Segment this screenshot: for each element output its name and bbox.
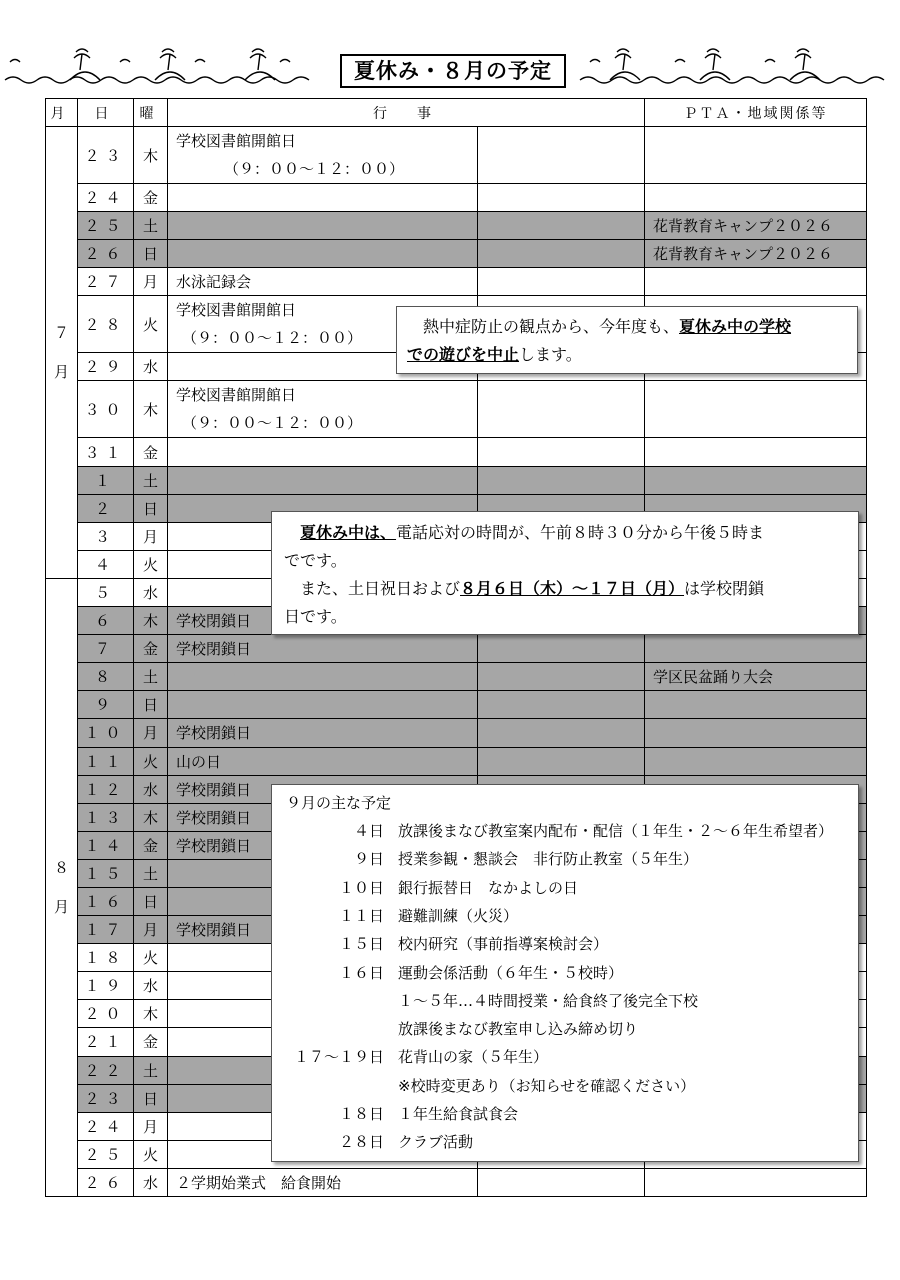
weekday-cell: 水 [134,1168,168,1196]
table-row [46,438,867,466]
event-sub-cell [478,127,645,184]
palm-island-decoration-right [575,40,895,100]
phone-notice-underline-2: ８月６日（木）～１７日（月） [460,579,685,598]
pta-cell [645,747,867,775]
event-cell: 学校閉鎖日 [168,635,478,663]
table-row [46,663,867,691]
september-item-text: 運動会係活動（６年生・５校時） [398,963,624,982]
day-cell: １７ [78,916,134,944]
day-cell: ２ [78,494,134,522]
day-cell: ６ [78,607,134,635]
header-pta: ＰＴＡ・地域関係等 [645,99,867,127]
weekday-cell: 日 [134,1084,168,1112]
event-text: 学校図書館開館日 [176,386,297,405]
event-sub-cell [478,635,645,663]
day-cell: １２ [78,775,134,803]
september-item-text: １～５年…４時間授業・給食終了後完全下校 [398,991,699,1010]
september-item-day [272,987,384,1015]
event-time: （９：００～１２：００） [182,414,363,433]
event-cell [168,438,478,466]
september-item-text: 銀行振替日 なかよしの日 [398,878,579,897]
table-row [46,240,867,268]
pta-cell [645,381,867,438]
table-row [46,635,867,663]
day-cell: ９ [78,691,134,719]
event-cell: 学校閉鎖日 [168,803,478,831]
day-cell: ２６ [78,1168,134,1196]
september-item-text: 避難訓練（火災） [398,906,519,925]
weekday-cell: 日 [134,691,168,719]
event-sub-cell [478,747,645,775]
event-sub-cell [478,268,645,296]
table-row [46,212,867,240]
weekday-cell: 日 [134,887,168,915]
day-cell: ４ [78,550,134,578]
table-header-row [46,99,867,127]
weekday-cell: 水 [134,775,168,803]
table-row [46,1168,867,1196]
event-cell: 学校閉鎖日 [168,719,478,747]
event-cell: 学校閉鎖日 [168,831,478,859]
phone-notice-line-3-end: は学校閉鎖 [684,579,765,598]
weekday-cell: 火 [134,296,168,353]
heat-notice-underline-2: での遊びを中止 [407,345,520,364]
table-row [46,747,867,775]
pta-cell [645,1168,867,1196]
weekday-cell: 金 [134,184,168,212]
september-heading: ９月の主な予定 [286,794,392,812]
september-item-text: ※校時変更あり（お知らせを確認ください） [398,1076,696,1095]
heat-notice-box [396,306,858,374]
weekday-cell: 金 [134,831,168,859]
september-item-text: 花背山の家（５年生） [398,1048,549,1067]
heat-notice-text: 熱中症防止の観点から、今年度も、 [407,317,680,336]
event-text: 学校図書館開館日 [176,132,297,150]
september-item-day: １０日 [338,878,384,897]
day-cell: １１ [78,747,134,775]
day-cell: ２５ [78,212,134,240]
event-cell: 学校閉鎖日 [168,607,478,635]
phone-notice-line-3: また、土日祝日および [284,579,461,598]
event-cell: 学校閉鎖日 [168,916,478,944]
weekday-cell: 水 [134,353,168,381]
weekday-cell: 木 [134,381,168,438]
pta-cell [645,719,867,747]
september-item-day: １１日 [338,906,384,925]
event-cell: 学校閉鎖日 [168,775,478,803]
september-item-day: ９日 [353,850,384,869]
event-time: （９：００～１２：００） [182,329,363,348]
september-item-day: ４日 [353,822,384,840]
page-title: 夏休み・８月の予定 [340,54,566,88]
day-cell: ３０ [78,381,134,438]
title-banner [0,40,900,100]
pta-cell [645,466,867,494]
day-cell: １３ [78,803,134,831]
event-cell: 水泳記録会 [168,268,478,296]
event-cell [168,127,478,184]
day-cell: ５ [78,578,134,606]
weekday-cell: 月 [134,522,168,550]
phone-notice-box [271,511,859,635]
day-cell: ２７ [78,268,134,296]
day-cell: １ [78,466,134,494]
september-item-day [272,1015,384,1043]
day-cell: ２９ [78,353,134,381]
event-cell [168,466,478,494]
day-cell: １０ [78,719,134,747]
weekday-cell: 火 [134,944,168,972]
table-row [46,381,867,438]
table-row [46,184,867,212]
pta-cell: 花背教育キャンプ２０２６ [645,212,867,240]
september-item-day [272,1072,384,1100]
september-item-text: 校内研究（事前指導案検討会） [398,935,609,954]
weekday-cell: 火 [134,747,168,775]
day-cell: ２０ [78,1000,134,1028]
event-sub-cell [478,719,645,747]
event-sub-cell [478,1168,645,1196]
weekday-cell: 月 [134,916,168,944]
heat-notice-end: します。 [519,345,582,364]
table-row [46,691,867,719]
event-sub-cell [478,240,645,268]
palm-island-decoration-left [0,40,330,100]
weekday-cell: 日 [134,240,168,268]
weekday-cell: 金 [134,1028,168,1056]
september-item-day: ２８日 [338,1133,384,1152]
september-schedule-box [271,784,859,1162]
day-cell: １９ [78,972,134,1000]
day-cell: ２３ [78,127,134,184]
weekday-cell: 土 [134,859,168,887]
event-cell [168,212,478,240]
event-cell: ２学期始業式 給食開始 [168,1168,478,1196]
september-item-text: 放課後まなび教室申し込み締め切り [398,1020,639,1039]
pta-cell [645,635,867,663]
month-cell-july: ７ 月 [46,127,78,579]
phone-notice-line-4: 日です。 [284,607,347,626]
day-cell: ３１ [78,438,134,466]
day-cell: ７ [78,635,134,663]
weekday-cell: 土 [134,466,168,494]
day-cell: ２８ [78,296,134,353]
weekday-cell: 木 [134,1000,168,1028]
event-sub-cell [478,381,645,438]
weekday-cell: 土 [134,663,168,691]
month-cell-august: ８ 月 [46,578,78,1196]
header-month: 月 [46,99,78,127]
event-sub-cell [478,438,645,466]
day-cell: ２４ [78,184,134,212]
event-time: （９：００～１２：００） [224,160,405,178]
event-sub-cell [478,466,645,494]
table-row [46,268,867,296]
september-item-day: １６日 [338,963,384,982]
pta-cell: 学区民盆踊り大会 [645,663,867,691]
weekday-cell: 月 [134,268,168,296]
pta-cell [645,127,867,184]
event-cell [168,381,478,438]
pta-cell [645,184,867,212]
weekday-cell: 木 [134,127,168,184]
pta-cell [645,438,867,466]
day-cell: １５ [78,859,134,887]
weekday-cell: 日 [134,494,168,522]
september-item-text: 授業参観・懇談会 非行防止教室（５年生） [398,850,699,869]
table-row [46,466,867,494]
day-cell: １４ [78,831,134,859]
header-day: 日 [78,99,134,127]
header-weekday: 曜 [134,99,168,127]
table-row [46,719,867,747]
pta-cell [645,268,867,296]
event-cell [168,240,478,268]
day-cell: ３ [78,522,134,550]
event-sub-cell [478,212,645,240]
weekday-cell: 金 [134,635,168,663]
weekday-cell: 火 [134,550,168,578]
september-item-text: 放課後まなび教室案内配布・配信（１年生・２～６年生希望者） [398,822,834,840]
september-item-day: １５日 [338,935,384,954]
weekday-cell: 水 [134,578,168,606]
heat-notice-underline-1: 夏休み中の学校 [679,317,792,336]
phone-notice-underline-1: 夏休み中は、 [300,523,397,542]
day-cell: １６ [78,887,134,915]
event-sub-cell [478,663,645,691]
day-cell: ２４ [78,1112,134,1140]
weekday-cell: 月 [134,719,168,747]
header-event: 行 事 [168,99,645,127]
weekday-cell: 土 [134,1056,168,1084]
day-cell: ２３ [78,1084,134,1112]
september-item-text: １年生給食試食会 [398,1105,519,1123]
day-cell: ２５ [78,1140,134,1168]
weekday-cell: 金 [134,438,168,466]
weekday-cell: 火 [134,1140,168,1168]
event-text: 学校図書館開館日 [176,301,297,320]
event-sub-cell [478,184,645,212]
day-cell: １８ [78,944,134,972]
weekday-cell: 土 [134,212,168,240]
event-sub-cell [478,691,645,719]
event-cell: 山の日 [168,747,478,775]
weekday-cell: 水 [134,972,168,1000]
table-row [46,127,867,184]
pta-cell [645,691,867,719]
weekday-cell: 木 [134,803,168,831]
september-item-day: １８日 [338,1105,384,1123]
event-cell [168,663,478,691]
event-cell [168,184,478,212]
weekday-cell: 月 [134,1112,168,1140]
day-cell: ８ [78,663,134,691]
phone-notice-line-2: でです。 [284,551,347,570]
september-item-day: １７～１９日 [293,1048,384,1067]
pta-cell: 花背教育キャンプ２０２６ [645,240,867,268]
september-item-text: クラブ活動 [398,1133,474,1152]
phone-notice-line-1: 電話応対の時間が、午前８時３０分から午後５時ま [396,523,765,542]
day-cell: ２６ [78,240,134,268]
weekday-cell: 木 [134,607,168,635]
day-cell: ２２ [78,1056,134,1084]
day-cell: ２１ [78,1028,134,1056]
event-cell [168,691,478,719]
